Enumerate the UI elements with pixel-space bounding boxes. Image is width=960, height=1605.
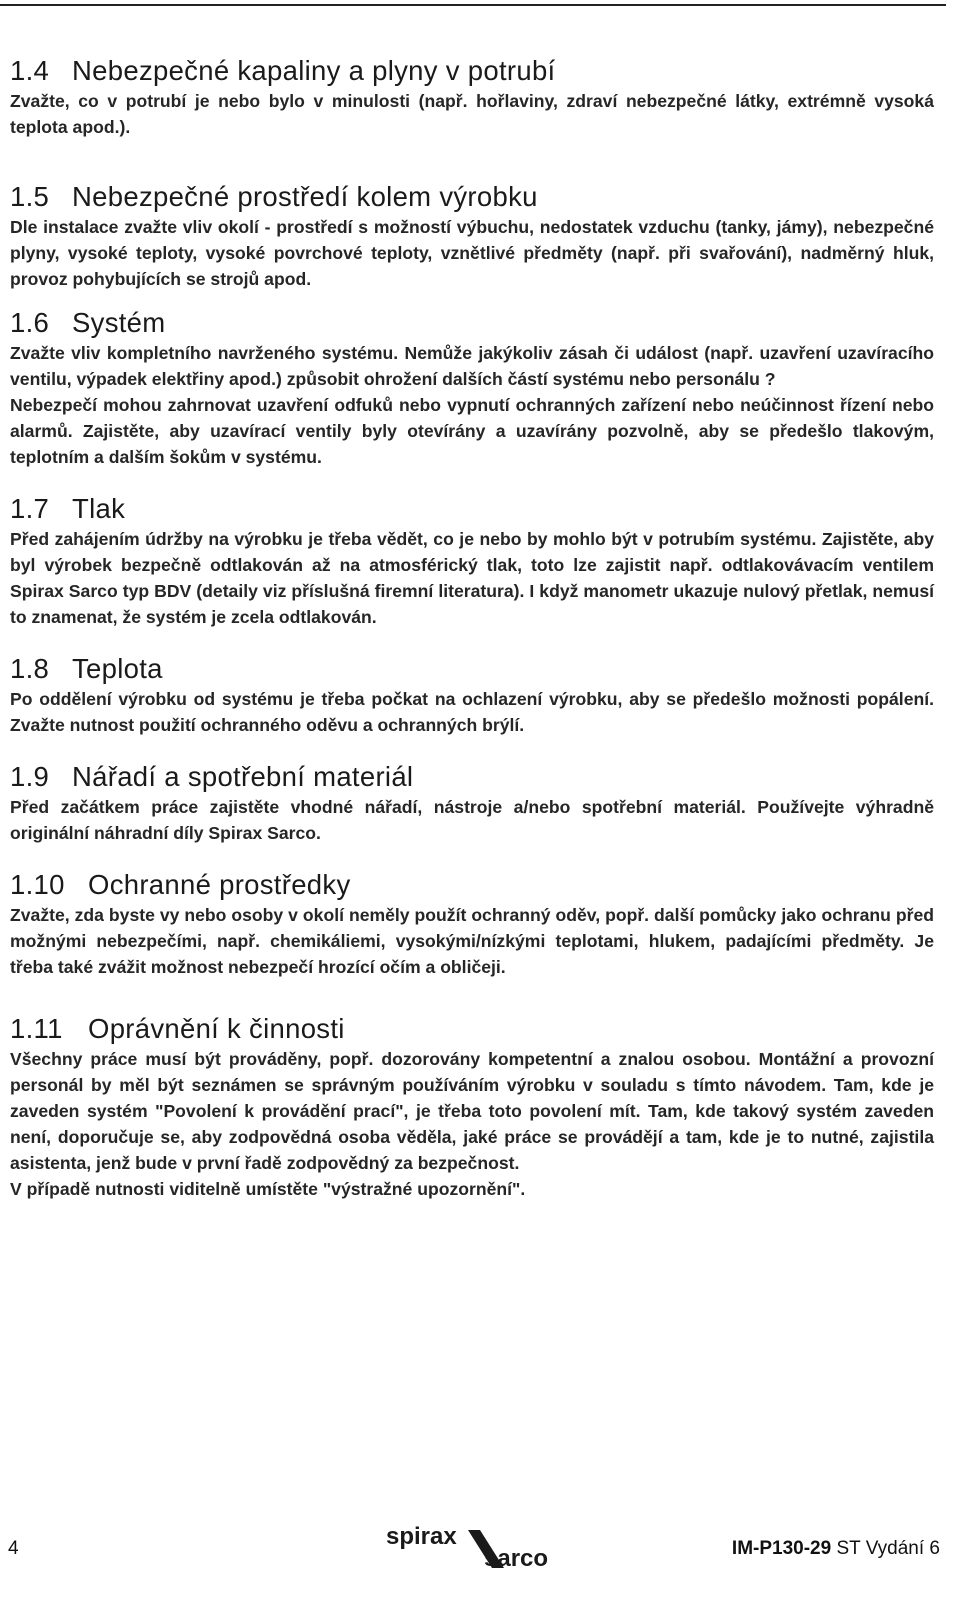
- document-body: [10, 54, 934, 1202]
- section-title: Teplota: [72, 653, 163, 684]
- section-paragraph: Před zahájením údržby na výrobku je třeba vědět, co je nebo by mohlo být v potrubím systému. Zajistěte, aby byl výrobek bezpečně odtlakován až na atmosférický tlak, toto lze zajistit např. odtlakovávacím ventilem Spirax Sarco typ BDV (detaily viz příslušná firemní literatura). I když manometr ukazuje nulový přetlak, nemusí to znamenat, že systém je zcela odtlakován.: [10, 529, 934, 627]
- section-heading: [10, 760, 934, 794]
- section-number: 1.7: [10, 493, 50, 524]
- section-paragraph: Dle instalace zvažte vliv okolí - prostředí s možností výbuchu, nedostatek vzduchu (tanky, jámy), nebezpečné plyny, vysoké teploty, vysoké povrchové teploty, vznětlivé předměty (např. při svařování), nadměrný hluk, provoz pohybujících se strojů apod.: [10, 217, 934, 289]
- section-title: Oprávnění k činnosti: [88, 1013, 345, 1044]
- section-1-4: [10, 54, 934, 140]
- section-title: Tlak: [72, 493, 126, 524]
- section-paragraph: Nebezpečí mohou zahrnovat uzavření odfuků nebo vypnutí ochranných zařízení nebo neúčinnost řízení nebo alarmů. Zajistěte, aby uzavírací ventily byly otevírány a uzavírány pozvolně, aby se předešlo tlakovým, teplotním a dalším šokům v systému.: [10, 395, 934, 467]
- section-heading: [10, 492, 934, 526]
- section-1-10: [10, 868, 934, 980]
- section-paragraph: Zvažte, zda byste vy nebo osoby v okolí neměly použít ochranný oděv, popř. další pomůcky jako ochranu před možnými nebezpečími, např. chemikáliemi, vysokými/nízkými teplotami, hlukem, padajícími předměty. Je třeba také zvážit možnost nebezpečí hrozící očím a obličeji.: [10, 905, 934, 977]
- section-heading: [10, 652, 934, 686]
- section-title: Nebezpečné kapaliny a plyny v potrubí: [72, 55, 556, 86]
- logo-text-top: spirax: [386, 1523, 457, 1550]
- section-1-8: [10, 652, 934, 738]
- section-number: 1.5: [10, 181, 50, 212]
- section-number: 1.11: [10, 1013, 63, 1044]
- section-1-7: [10, 492, 934, 630]
- logo-text-bottom: sarco: [484, 1545, 549, 1570]
- page-number: 4: [8, 1538, 19, 1559]
- section-number: 1.6: [10, 307, 50, 338]
- section-title: Systém: [72, 307, 166, 338]
- section-paragraph: Zvažte, co v potrubí je nebo bylo v minulosti (např. hořlaviny, zdraví nebezpečné látky, extrémně vysoká teplota apod.).: [10, 91, 934, 137]
- section-title: Nebezpečné prostředí kolem výrobku: [72, 181, 538, 212]
- section-paragraph: Po oddělení výrobku od systému je třeba počkat na ochlazení výrobku, aby se předešlo možnosti popálení. Zvažte nutnost použití ochranného oděvu a ochranných brýlí.: [10, 689, 934, 735]
- section-number: 1.10: [10, 869, 65, 900]
- section-heading: [10, 868, 934, 902]
- section-paragraph: V případě nutnosti viditelně umístěte "výstražné upozornění".: [10, 1179, 526, 1199]
- document-reference: [732, 1538, 940, 1560]
- section-number: 1.4: [10, 55, 50, 86]
- section-paragraph: Zvažte vliv kompletního navrženého systému. Nemůže jakýkoliv zásah či událost (např. uzavření uzavíracího ventilu, výpadek elektřiny apod.) způsobit ohrožení dalších částí systému nebo personálu ?: [10, 343, 934, 389]
- section-1-5: [10, 180, 934, 292]
- section-1-9: [10, 760, 934, 846]
- section-1-6: [10, 306, 934, 470]
- spirax-sarco-logo: [384, 1520, 566, 1570]
- top-rule: [0, 4, 946, 6]
- section-heading: [10, 1012, 934, 1046]
- document-code: IM-P130-29: [731, 1538, 832, 1559]
- section-heading: [10, 54, 934, 88]
- section-title: Ochranné prostředky: [88, 869, 351, 900]
- section-paragraph: Před začátkem práce zajistěte vhodné nářadí, nástroje a/nebo spotřební materiál. Používejte výhradně originální náhradní díly Spirax Sarco.: [10, 797, 934, 843]
- section-heading: [10, 180, 934, 214]
- section-number: 1.9: [10, 761, 50, 792]
- section-1-11: [10, 1012, 934, 1202]
- section-paragraph: Všechny práce musí být prováděny, popř. dozorovány kompetentní a znalou osobou. Montážní a provozní personál by měl být seznámen se správným používáním výrobku v souladu s tímto návodem. Tam, kde je zaveden systém "Povolení k provádění prací", je třeba toto povolení mít. Tam, kde takový systém zaveden není, doporučuje se, aby zodpovědná osoba věděla, jaké práce se provádějí a tam, kde je to nutné, zajistila asistenta, jenž bude v první řadě zodpovědný za bezpečnost.: [10, 1049, 934, 1173]
- section-title: Nářadí a spotřební materiál: [72, 761, 414, 792]
- section-heading: [10, 306, 934, 340]
- document-edition: ST Vydání 6: [836, 1538, 940, 1559]
- section-number: 1.8: [10, 653, 50, 684]
